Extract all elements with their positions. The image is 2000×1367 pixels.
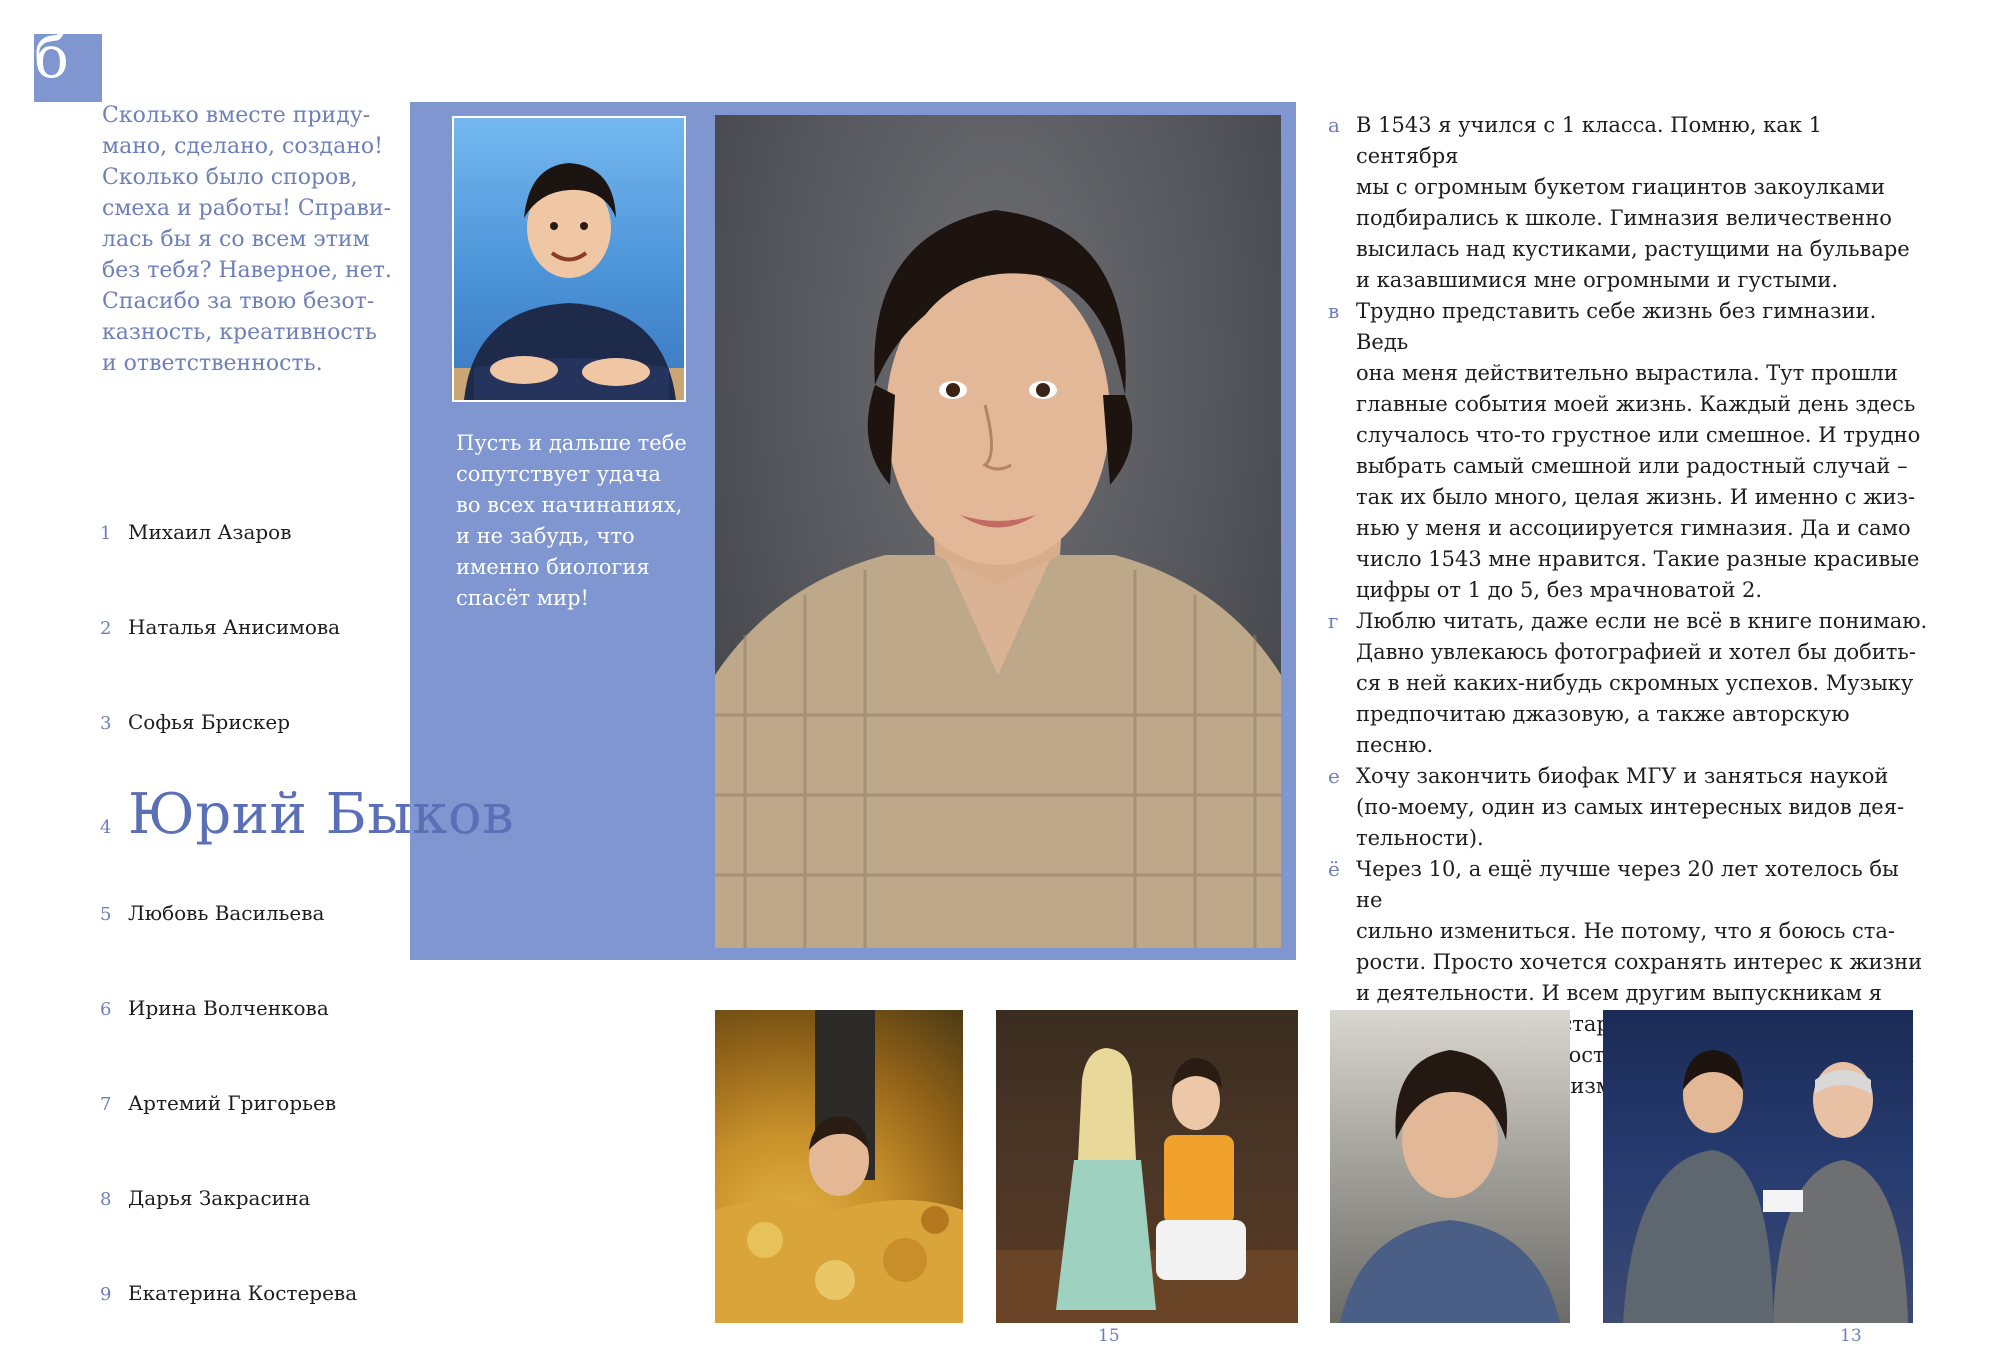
list-item [100, 615, 340, 655]
student-name: Артемий Григорьев [128, 1091, 337, 1115]
list-number: 1 [100, 523, 112, 544]
main-portrait-photo [715, 115, 1281, 948]
page-number-left: 15 [1098, 1326, 1120, 1346]
list-item [100, 520, 292, 560]
list-item [100, 1281, 357, 1321]
student-name: Софья Брискер [128, 710, 291, 734]
biography-text [1328, 110, 1928, 1102]
list-number: 4 [100, 817, 112, 838]
autumn-illustration [715, 1010, 963, 1323]
bio-marker: г [1328, 609, 1339, 633]
list-item [100, 1091, 336, 1131]
list-item [100, 996, 329, 1036]
bio-text: Через 10, а ещё лучше через 20 лет хотелось бы не сильно измениться. Не потому, что я боюсь ста- рости. Просто хочется сохранять интерес к жизни и деятельности. И всем другим выпускникам я [1356, 857, 1923, 1005]
student-name: Любовь Васильева [128, 901, 325, 925]
section-letter-badge [34, 23, 102, 102]
stage-illustration [996, 1010, 1298, 1323]
student-name: Дарья Закрасина [128, 1186, 311, 1210]
student-name: Екатерина Костерева [128, 1281, 358, 1305]
list-number: 2 [100, 618, 112, 639]
bio-text: В 1543 я учился с 1 класса. Помню, как 1 сентября мы с огромным букетом гиацинтов закоулками подбирались к школе. Гимназия величественно высилась над кустиками, растущими на бульваре и казавшимися мне огромными и густыми. [1356, 113, 1910, 292]
page-number-right: 13 [1840, 1326, 1862, 1346]
list-number: 8 [100, 1189, 112, 1210]
bio-marker: а [1328, 113, 1340, 137]
list-item [100, 901, 324, 941]
bio-text: Люблю читать, даже если не всё в книге понимаю. Давно увлекаюсь фотографией и хотел бы добить- ся в ней каких-нибудь скромных успехов. Музыку предпочитаю джазовую, а также авторскую песню. [1356, 609, 1928, 757]
section-letter: б [34, 23, 69, 91]
bio-paragraph [1328, 606, 1928, 761]
bio-marker: е [1328, 764, 1340, 788]
award-ceremony-photo [1603, 1010, 1913, 1323]
sweater-illustration [1330, 1010, 1570, 1323]
wish-text: Пусть и дальше тебе сопутствует удача во всех начинаниях, и не забудь, что именно биология спасёт мир! [456, 431, 687, 610]
bio-text: Хочу закончить биофак МГУ и заняться наукой (по-моему, один из самых интересных видов дея- тельности). [1356, 764, 1905, 850]
bio-marker: ё [1328, 857, 1340, 881]
list-item [100, 1186, 310, 1226]
list-item [100, 710, 290, 750]
bio-paragraph [1328, 761, 1928, 854]
list-number: 3 [100, 713, 112, 734]
bio-text: Трудно представить себе жизнь без гимназии. Ведь она меня действительно вырастила. Тут прошли главные события моей жизнь. Каждый день здесь случалось что-то грустное или смешное. И трудно выбрать самый смешной или радостный случай – так их было много, целая жизнь. И именно с жиз- нью у меня и ассоциируется гимназия. Да и само число 1543 мне нравится. Такие разные красивые цифры от 1 до 5, без мрачноватой 2. [1356, 299, 1921, 602]
student-name: Ирина Волченкова [128, 996, 329, 1020]
bio-paragraph [1328, 110, 1928, 296]
autumn-leaves-photo [715, 1010, 963, 1323]
stage-scene-photo [996, 1010, 1298, 1323]
portrait-illustration [715, 115, 1281, 948]
list-item-active [100, 782, 514, 852]
bio-paragraph [1328, 296, 1928, 606]
student-name: Михаил Азаров [128, 520, 292, 544]
list-number: 9 [100, 1284, 112, 1305]
dedication-paragraph: Сколько вместе приду- мано, сделано, создано! Сколько было споров, смеха и работы! Справи- лась бы я со всем этим без тебя? Наверное, нет. Спасибо за твою безот- казность, креативность и ответственность. [102, 103, 392, 376]
award-illustration [1603, 1010, 1913, 1323]
student-name: Наталья Анисимова [128, 615, 341, 639]
bio-marker: в [1328, 299, 1340, 323]
childhood-portrait-photo [452, 116, 686, 402]
list-number: 5 [100, 904, 112, 925]
child-illustration [454, 118, 684, 400]
student-name-highlighted: Юрий Быков [128, 782, 515, 847]
list-number: 7 [100, 1094, 112, 1115]
list-number: 6 [100, 999, 112, 1020]
dedication-text [102, 100, 402, 379]
sweater-portrait-photo [1330, 1010, 1570, 1323]
